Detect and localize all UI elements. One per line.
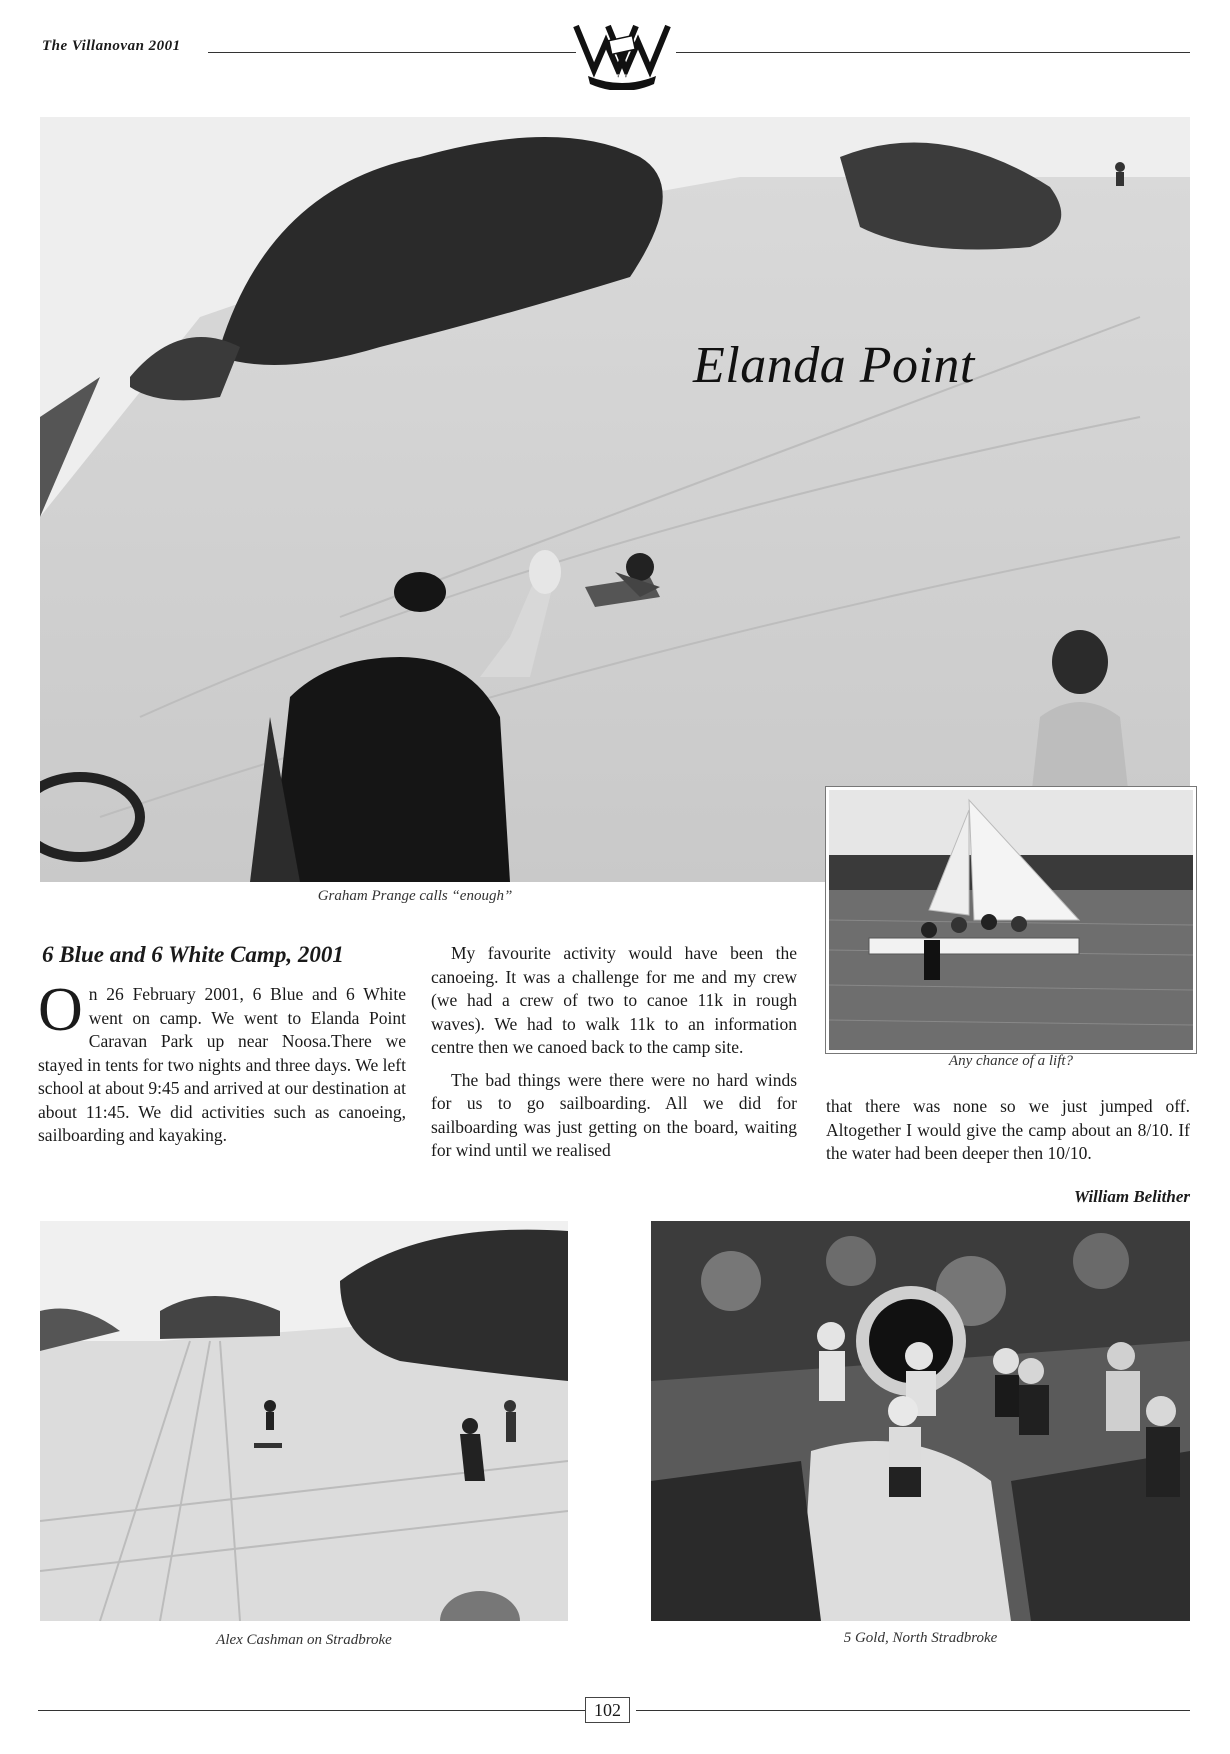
- caption-bottom-left: Alex Cashman on Stradbroke: [216, 1632, 392, 1648]
- stradbroke-dune-photo: [40, 1221, 568, 1621]
- header-rule-left: [208, 52, 576, 53]
- page-number: 102: [585, 1697, 630, 1723]
- caption-bottom-right: 5 Gold, North Stradbroke: [843, 1630, 998, 1646]
- article-paragraph-3-continued: that there was none so we just jumped off. Altogether I would give the camp about an 8/10. If the water had been deeper then 10/10.: [826, 1096, 1190, 1163]
- article-paragraph-3: The bad things were there were no hard winds for us to go sailboarding. All we did for sailboarding was just getting on the board, waiting for wind until we realised: [431, 1069, 797, 1160]
- caption-main-photo: Graham Prange calls “enough”: [317, 888, 513, 904]
- article-column-1: [38, 976, 406, 1157]
- article-paragraph-2: My favourite activity would have been the canoeing. It was a challenge for me and my crew (we had a crew of two to canoe 11k in rough waves). We had to walk 11k to an information centre then we canoed back to the camp site.: [431, 943, 797, 1057]
- article-column-2: [431, 942, 797, 1172]
- publication-title: The Villanovan 2001: [42, 38, 181, 54]
- feature-title: Elanda Point: [693, 337, 975, 394]
- article-column-3: [826, 1095, 1190, 1175]
- north-stradbroke-waterfall-photo: [651, 1221, 1190, 1621]
- logo-motto: VINCIT VERITAS: [596, 74, 650, 81]
- article-author: William Belither: [1073, 1187, 1190, 1206]
- footer-rule-left: [38, 1710, 588, 1711]
- article-paragraph-1: On 26 February 2001, 6 Blue and 6 White went on camp. We went to Elanda Point Caravan Park up near Noosa.There we stayed in tents for two nights and three days. We left school at about 9:45 and arrived at our destination at about 11:45. We did activities such as canoeing, sailboarding and kayaking.: [38, 976, 406, 1145]
- drop-cap: O: [38, 976, 83, 1044]
- caption-sailing-photo: Any chance of a lift?: [948, 1053, 1074, 1069]
- footer-rule-right: [636, 1710, 1190, 1711]
- article-heading: 6 Blue and 6 White Camp, 2001: [42, 942, 344, 967]
- main-photo-sand-dune: [40, 117, 1190, 882]
- sailing-photo: [826, 787, 1196, 1053]
- header-rule-right: [676, 52, 1190, 53]
